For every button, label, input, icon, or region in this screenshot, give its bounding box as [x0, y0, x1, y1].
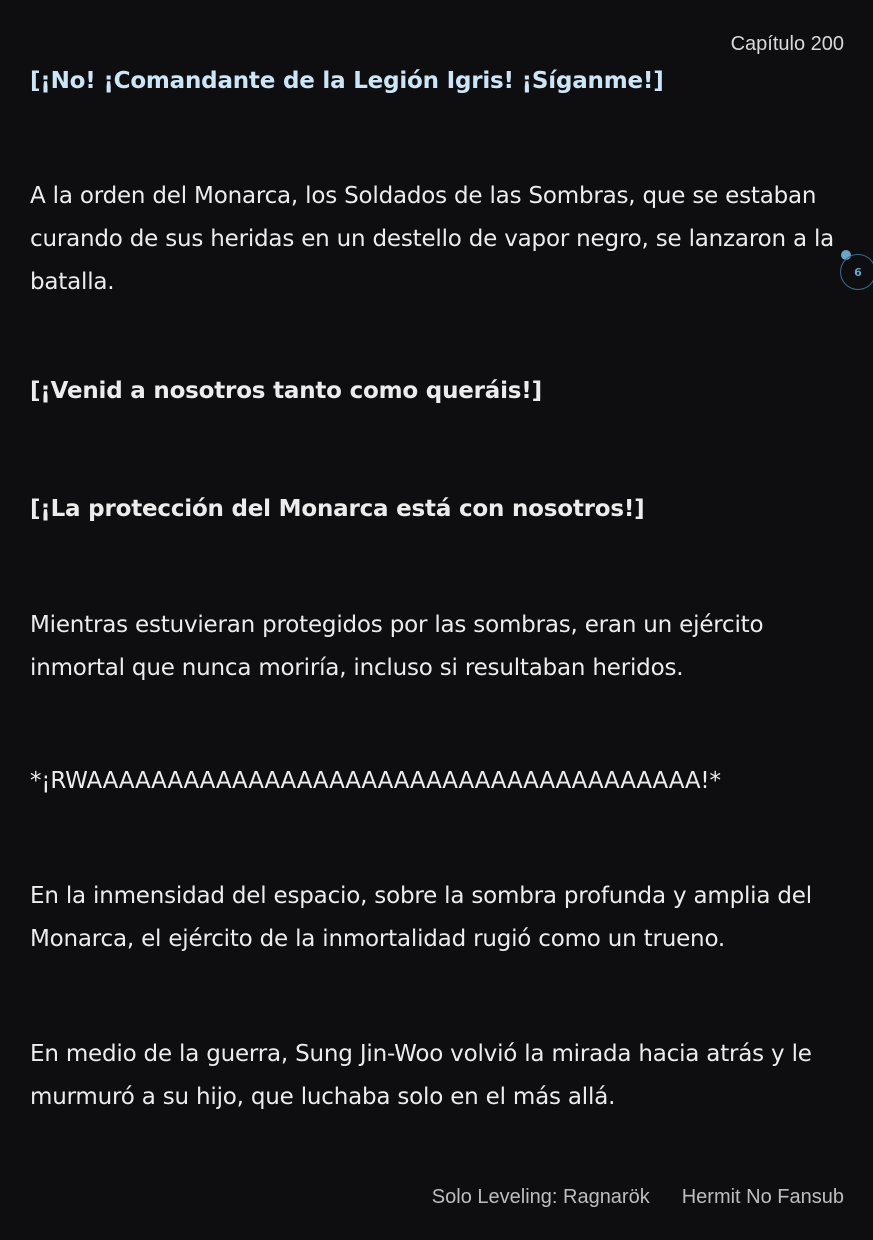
paragraph-dialogue: [¡No! ¡Comandante de la Legión Igris! ¡Síganme!] [30, 68, 664, 94]
paragraph: En medio de la guerra, Sung Jin-Woo volvió la mirada hacia atrás y le murmuró a su hijo, que luchaba solo en el más allá. [30, 1041, 812, 1110]
translator-credit: Hermit No Fansub [681, 1186, 844, 1208]
paragraph-sound-effect: *¡RWAAAAAAAAAAAAAAAAAAAAAAAAAAAAAAAAAAAAAA!* [30, 768, 721, 794]
comment-count: 6 [854, 265, 862, 279]
comment-bubble-icon[interactable] [840, 254, 873, 290]
novel-title: Solo Leveling: Ragnarök [431, 1186, 650, 1208]
chapter-label: Capítulo 200 [730, 33, 844, 55]
paragraph: Mientras estuvieran protegidos por las sombras, eran un ejército inmortal que nunca moriría, incluso si resultaban heridos. [30, 612, 764, 681]
footer [432, 1186, 844, 1209]
paragraph: A la orden del Monarca, los Soldados de las Sombras, que se estaban curando de sus heridas en un destello de vapor negro, se lanzaron a la batalla. [30, 183, 835, 295]
paragraph-dialogue: [¡La protección del Monarca está con nosotros!] [30, 496, 645, 522]
paragraph-dialogue: [¡Venid a nosotros tanto como queráis!] [30, 378, 542, 404]
paragraph: En la inmensidad del espacio, sobre la sombra profunda y amplia del Monarca, el ejército de la inmortalidad rugió como un trueno. [30, 883, 812, 952]
